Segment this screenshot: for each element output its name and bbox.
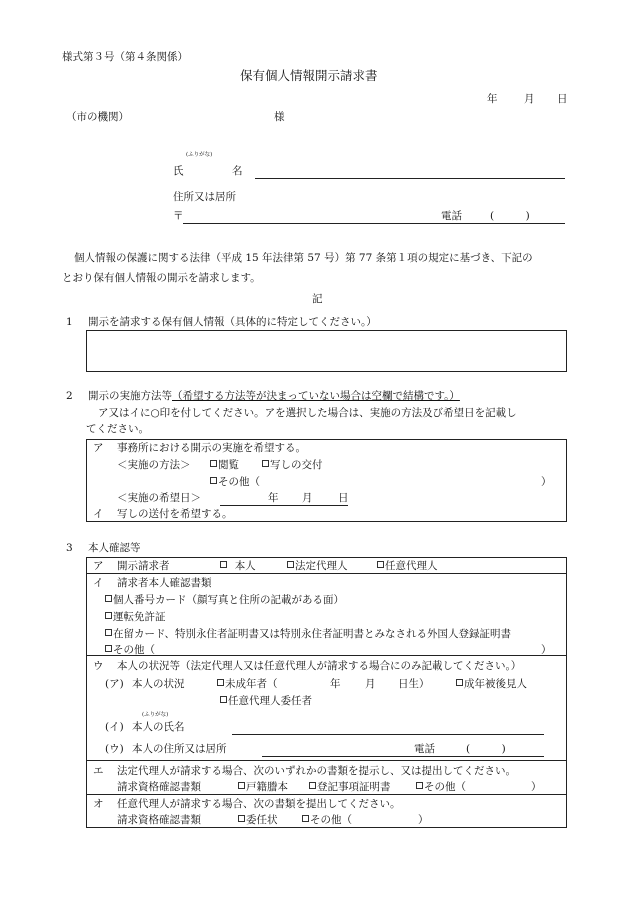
section1-number: 1 [66,316,73,328]
principal-address-field[interactable] [262,756,544,757]
legal-doc-koseki[interactable]: 戸籍謄本 [238,782,288,793]
principal-furigana-label: (ふりがな) [142,712,169,718]
requester-self[interactable]: 本人 [220,561,256,572]
applicant-phone-field[interactable]: ( ) [490,210,530,222]
id-doc-other-close: ） [541,644,552,656]
legal-doc-other-close: ） [531,781,542,793]
principal-name-field[interactable] [232,734,544,735]
option-copy[interactable]: 写しの交付 [262,460,323,471]
checkbox-icon[interactable] [210,477,217,484]
section2-year: 年 [268,492,279,504]
section3-number: 3 [66,542,73,554]
legal-doc-other[interactable]: その他（ [416,782,466,793]
checkbox-icon[interactable] [238,815,245,822]
status-minor[interactable]: 未成年者（ [217,679,278,690]
section2-i-text: 写しの送付を希望する。 [117,508,233,520]
applicant-name-label-1: 氏 [173,165,184,177]
section2-title-a: 開示の実施方法等 [88,390,172,402]
option-other[interactable]: その他（ [210,477,260,488]
section3-divider-u [86,760,567,761]
checkbox-icon[interactable] [262,460,269,467]
ki-heading: 記 [312,293,323,305]
voluntary-doc-poa[interactable]: 委任状 [238,815,278,826]
addressee-sama: 様 [274,111,285,123]
applicant-name-label-2: 名 [232,165,243,177]
form-title: 保有個人情報開示請求書 [240,68,378,83]
date-day[interactable]: 日 [557,93,568,105]
section3-e-label: エ [93,765,104,777]
section3-e-text: 法定代理人が請求する場合、次のいずれかの書類を提示し、又は提出してください。 [117,765,516,777]
voluntary-doc-other[interactable]: その他（ [302,815,352,826]
section3-e-docs-label: 請求資格確認書類 [117,781,201,793]
applicant-address-field[interactable] [183,223,565,224]
section2-method-label: ＜実施の方法＞ [117,459,191,471]
status-ward[interactable]: 成年被後見人 [456,679,527,690]
applicant-address-label: 住所又は居所 [173,191,236,203]
section2-number: 2 [66,390,73,402]
checkbox-icon[interactable] [220,696,227,703]
principal-address-label: 本人の住所又は居所 [132,743,227,755]
status-birth-year: 年 [330,678,341,690]
section2-day: 日 [338,492,349,504]
principal-phone-label: 電話 [414,743,435,755]
checkbox-icon[interactable] [377,561,384,568]
section3-u-text: 本人の状況等（法定代理人又は任意代理人が請求する場合にのみ記載してください。） [117,660,522,672]
section2-a-text: 事務所における開示の実施を希望する。 [117,442,306,454]
id-doc-license[interactable]: 運転免許証 [105,612,166,623]
section2-note-1: ア又はイに○印を付してください。アを選択した場合は、実施の方法及び希望日を記載し [98,407,517,419]
checkbox-icon[interactable] [238,782,245,789]
section3-divider-i [86,655,567,656]
principal-name-label-i: (イ) [105,721,124,733]
id-doc-other[interactable]: その他（ [105,645,155,656]
voluntary-doc-other-close: ） [418,814,429,826]
section3-o-docs-label: 請求資格確認書類 [117,814,201,826]
section2-month: 月 [302,492,313,504]
requester-voluntary-rep[interactable]: 任意代理人 [377,561,438,572]
section3-a-text: 開示請求者 [117,560,170,572]
section3-i-label: イ [93,577,104,589]
checkbox-icon[interactable] [302,815,309,822]
checkbox-icon[interactable] [220,561,227,568]
status-text: 本人の状況 [132,678,185,690]
checkbox-icon[interactable] [105,629,112,636]
section3-o-label: オ [93,798,104,810]
checkbox-icon[interactable] [309,782,316,789]
section3-divider-e [86,794,567,795]
section2-a-label[interactable]: ア [93,442,104,454]
checkbox-icon[interactable] [105,612,112,619]
applicant-phone-label: 電話 [441,210,462,222]
applicant-name-field[interactable] [255,178,565,179]
id-doc-residence[interactable]: 在留カード、特別永住者証明書又は特別永住者証明書とみなされる外国人登録証明書 [105,629,511,640]
date-month[interactable]: 月 [524,93,535,105]
principal-address-label-u: (ウ) [105,743,124,755]
checkbox-icon[interactable] [210,460,217,467]
section1-title: 開示を請求する保有個人情報（具体的に特定してください。） [88,316,377,328]
option-view[interactable]: 閲覧 [210,460,239,471]
section2-title-b: （希望する方法等が決まっていない場合は空欄で結構です。） [172,390,460,402]
checkbox-icon[interactable] [105,645,112,652]
applicant-furigana-label: (ふりがな) [186,152,213,158]
addressee: （市の機関） [66,111,129,123]
intro-line-1: 個人情報の保護に関する法律（平成 15 年法律第 57 号）第 77 条第１項の規定に基づき、下記の [74,252,533,264]
checkbox-icon[interactable] [217,679,224,686]
section3-title: 本人確認等 [88,542,141,554]
status-birth-day: 日生） [398,678,430,690]
section3-a-label: ア [93,560,104,572]
requester-legal-rep[interactable]: 法定代理人 [287,561,348,572]
section3-o-text: 任意代理人が請求する場合、次の書類を提出してください。 [117,798,401,810]
section2-title [88,391,460,402]
status-label-a: (ア) [105,678,124,690]
checkbox-icon[interactable] [416,782,423,789]
section2-note-2: てください。 [86,423,149,435]
legal-doc-registry[interactable]: 登記事項証明書 [309,782,391,793]
id-doc-mynumber[interactable]: 個人番号カード（顔写真と住所の記載がある面） [105,595,344,606]
checkbox-icon[interactable] [105,595,112,602]
status-birth-month: 月 [365,678,376,690]
section2-date-field[interactable] [220,505,348,506]
status-principal[interactable]: 任意代理人委任者 [220,696,312,707]
section1-info-box[interactable] [86,330,567,372]
intro-line-2: とおり保有個人情報の開示を請求します。 [62,272,261,284]
checkbox-icon[interactable] [287,561,294,568]
section3-divider-a [86,573,567,574]
checkbox-icon[interactable] [456,679,463,686]
principal-name-label: 本人の氏名 [132,721,185,733]
section2-i-label[interactable]: イ [93,508,104,520]
applicant-postal-mark: 〒 [173,210,184,222]
section2-date-label: ＜実施の希望日＞ [117,492,201,504]
option-other-close: ） [541,476,552,488]
section3-u-label: ウ [93,660,104,672]
date-year[interactable]: 年 [487,93,498,105]
principal-phone-field[interactable]: ( ) [466,743,506,755]
section3-i-text: 請求者本人確認書類 [117,577,212,589]
form-number: 様式第３号（第４条関係） [62,51,188,63]
